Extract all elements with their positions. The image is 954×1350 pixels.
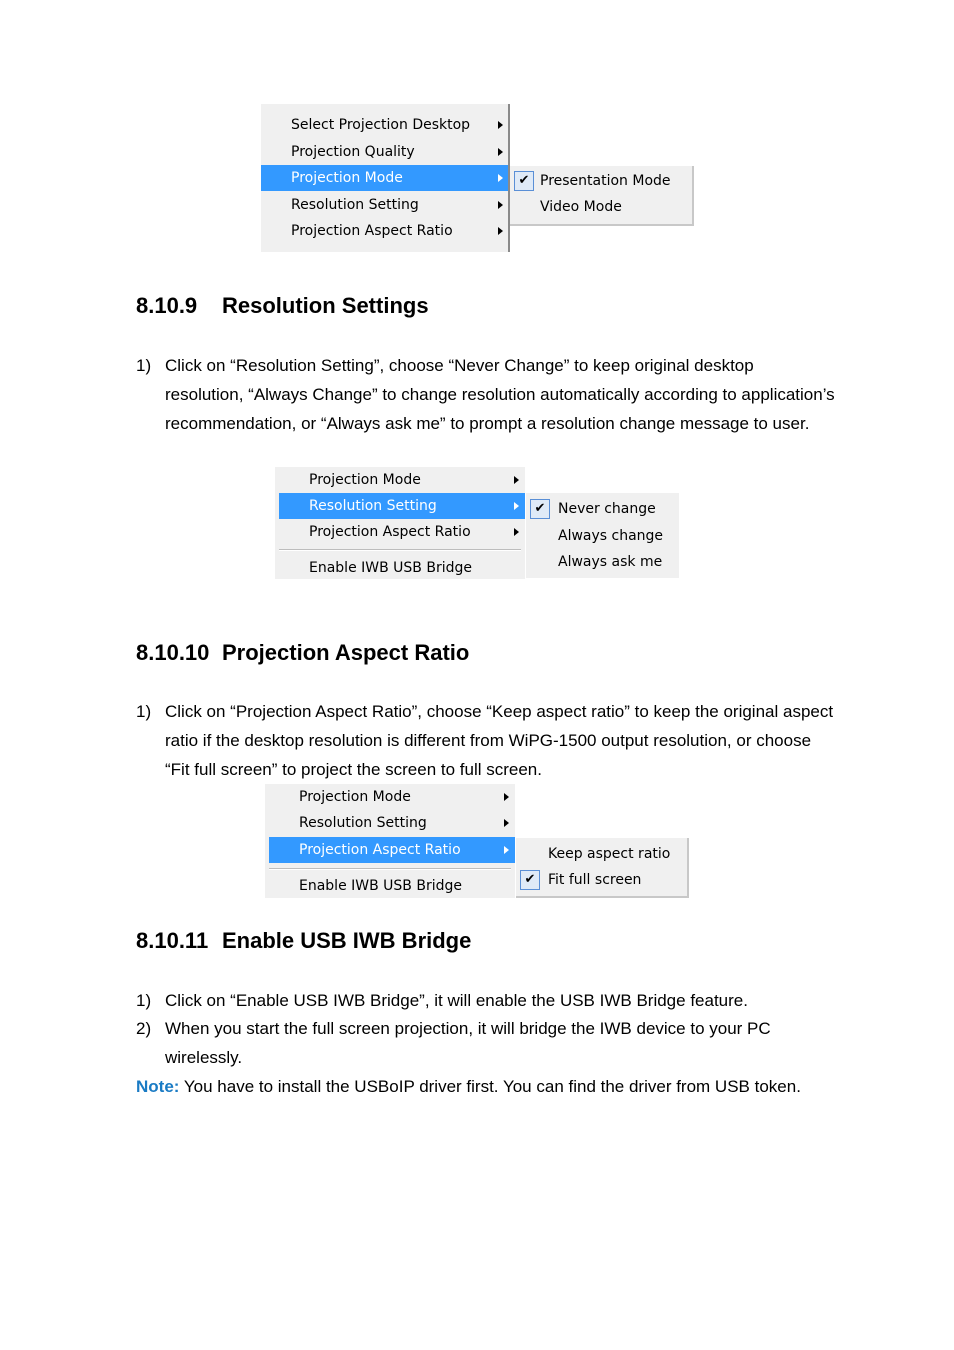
section-heading-enable-usb-iwb-bridge [136, 928, 471, 954]
projection-menu-2 [275, 467, 525, 579]
projection-menu-3 [265, 784, 515, 898]
menu-item-label: Resolution Setting [309, 498, 437, 514]
submenu-item-fit-full-screen[interactable] [516, 867, 687, 893]
submenu-arrow-icon [514, 528, 519, 536]
submenu-item-label: Always change [558, 528, 664, 544]
submenu-arrow-icon [498, 201, 503, 209]
submenu-item-always-ask-me[interactable] [526, 549, 679, 575]
section-number: 8.10.11 [136, 928, 209, 953]
submenu-item-always-change[interactable] [526, 523, 679, 549]
submenu-arrow-icon [514, 476, 519, 484]
check-icon: ✔ [530, 499, 550, 519]
menu-item-label: Enable IWB USB Bridge [299, 878, 462, 894]
projection-menu-1 [261, 104, 509, 252]
menu-item-label: Projection Mode [309, 472, 421, 488]
note-paragraph [136, 1072, 816, 1101]
check-icon: ✔ [520, 870, 540, 890]
submenu-item-video-mode[interactable] [510, 194, 692, 220]
menu-item-label: Projection Quality [291, 144, 415, 160]
submenu-arrow-icon [498, 174, 503, 182]
section-number: 8.10.10 [136, 640, 210, 665]
submenu-arrow-icon [504, 793, 509, 801]
menu-item-projection-mode[interactable] [265, 784, 515, 810]
submenu-arrow-icon [504, 846, 509, 854]
section-number: 8.10.9 [136, 293, 198, 318]
menu-item-projection-quality[interactable] [261, 139, 509, 165]
submenu-item-never-change[interactable] [526, 496, 679, 522]
resolution-setting-submenu [526, 493, 679, 578]
list-marker: 1) [136, 702, 152, 721]
submenu-item-label: Never change [558, 501, 656, 517]
section-heading-projection-aspect-ratio [136, 640, 469, 666]
submenu-item-label: Presentation Mode [540, 173, 671, 189]
menu-item-enable-iwb-usb-bridge[interactable] [265, 873, 515, 899]
menu-item-label: Projection Aspect Ratio [309, 524, 471, 540]
projection-mode-submenu [510, 166, 694, 226]
menu-item-select-projection-desktop[interactable] [261, 112, 509, 138]
section-title: Resolution Settings [222, 293, 429, 318]
check-icon: ✔ [514, 171, 534, 191]
submenu-item-label: Always ask me [558, 554, 663, 570]
menu-item-label: Projection Mode [291, 170, 403, 186]
list-marker: 1) [136, 356, 152, 375]
note-text: You have to install the USBoIP driver first. You can find the driver from USB token. [179, 1077, 801, 1096]
submenu-arrow-icon [498, 121, 503, 129]
submenu-item-presentation-mode[interactable] [510, 168, 692, 194]
menu-item-projection-aspect-ratio[interactable] [275, 519, 525, 545]
menu-item-projection-aspect-ratio[interactable] [261, 218, 509, 244]
menu-item-label: Enable IWB USB Bridge [309, 560, 472, 576]
list-marker: 1) [136, 991, 152, 1010]
submenu-item-keep-aspect-ratio[interactable] [516, 841, 687, 867]
menu-item-projection-mode[interactable] [261, 165, 509, 191]
menu-backdrop [510, 104, 694, 166]
list-text: Click on “Enable USB IWB Bridge”, it will enable the USB IWB Bridge feature. [165, 991, 748, 1010]
menu-item-label: Projection Mode [299, 789, 411, 805]
submenu-arrow-icon [498, 227, 503, 235]
menu-item-resolution-setting[interactable] [279, 493, 525, 519]
section-heading-resolution-settings [136, 293, 429, 319]
section-title: Projection Aspect Ratio [222, 640, 470, 665]
menu-item-projection-aspect-ratio[interactable] [269, 837, 515, 863]
menu-item-label: Resolution Setting [291, 197, 419, 213]
menu-item-label: Projection Aspect Ratio [291, 223, 453, 239]
list-marker: 2) [136, 1019, 152, 1038]
submenu-arrow-icon [504, 819, 509, 827]
menu-item-projection-mode[interactable] [275, 467, 525, 493]
submenu-item-label: Video Mode [540, 199, 622, 215]
menu-separator [279, 549, 521, 551]
note-label: Note: [136, 1077, 180, 1096]
list-text: Click on “Projection Aspect Ratio”, choose “Keep aspect ratio” to keep the original aspect ratio if the desktop resolution is different from WiPG-1500 output resolution, or choose “Fit full screen” to project the screen to full screen. [165, 702, 834, 779]
menu-item-label: Projection Aspect Ratio [299, 842, 461, 858]
list-text: Click on “Resolution Setting”, choose “Never Change” to keep original desktop resolution, “Always Change” to change resolution automatically according to application’s recommendation, or “Always ask me” to prompt a resolution change message to user. [165, 356, 835, 433]
menu-item-label: Resolution Setting [299, 815, 427, 831]
menu-item-label: Select Projection Desktop [291, 117, 471, 133]
list-item [136, 697, 836, 784]
list-item [136, 986, 836, 1015]
list-item [136, 351, 836, 467]
menu-item-enable-iwb-usb-bridge[interactable] [275, 555, 525, 581]
list-item [136, 1014, 836, 1072]
aspect-ratio-submenu [516, 838, 689, 898]
submenu-item-label: Fit full screen [548, 872, 642, 888]
menu-separator [269, 868, 511, 870]
submenu-item-label: Keep aspect ratio [548, 846, 671, 862]
submenu-arrow-icon [498, 148, 503, 156]
submenu-arrow-icon [514, 502, 519, 510]
section-title: Enable USB IWB Bridge [222, 928, 472, 953]
list-text: When you start the full screen projection, it will bridge the IWB device to your PC wirelessly. [165, 1019, 771, 1067]
menu-item-resolution-setting[interactable] [261, 192, 509, 218]
menu-item-resolution-setting[interactable] [265, 810, 515, 836]
